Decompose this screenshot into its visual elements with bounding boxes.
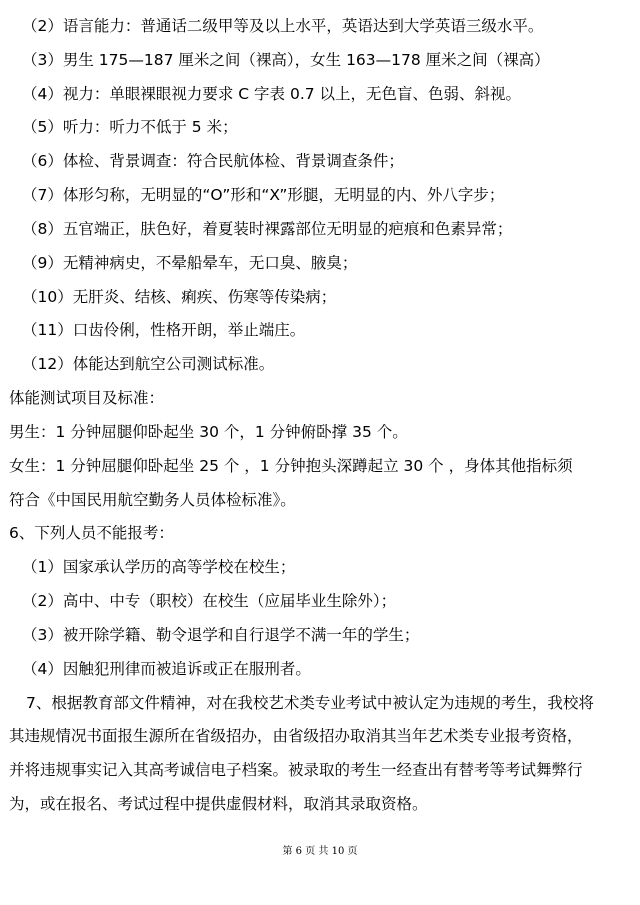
text-line: 符合《中国民用航空勤务人员体检标准》。 (9, 491, 296, 509)
text-line: 为，或在报名、考试过程中提供虚假材料，取消其录取资格。 (9, 795, 428, 813)
text-line: （9）无精神病史，不晕船晕车，无口臭、腋臭； (22, 254, 358, 272)
text-line: （3）男生 175—187 厘米之间（裸高），女生 163—178 厘米之间（裸高） (22, 51, 550, 69)
text-line: （3）被开除学籍、勒令退学和自行退学不满一年的学生； (22, 626, 420, 644)
text-line: 7、根据教育部文件精神，对在我校艺术类专业考试中被认定为违规的考生，我校将 (26, 694, 594, 712)
section-heading: 体能测试项目及标准： (9, 389, 165, 407)
text-line: 其违规情况书面报生源所在省级招办，由省级招办取消其当年艺术类专业报考资格， (9, 727, 583, 745)
text-line: （11）口齿伶俐，性格开朗，举止端庄。 (22, 321, 306, 339)
text-line: （2）语言能力：普通话二级甲等及以上水平，英语达到大学英语三级水平。 (22, 17, 544, 35)
text-line: 并将违规事实记入其高考诚信电子档案。被录取的考生一经查出有替考等考试舞弊行 (9, 761, 583, 779)
section-heading: 6、下列人员不能报考： (9, 524, 174, 542)
text-line: （8）五官端正，肤色好，着夏装时裸露部位无明显的疤痕和色素异常； (22, 220, 513, 238)
text-line: （1）国家承认学历的高等学校在校生； (22, 558, 296, 576)
text-line: （4）视力：单眼裸眼视力要求 C 字表 0.7 以上，无色盲、色弱、斜视。 (22, 85, 522, 103)
text-line: （5）听力：听力不低于 5 米； (22, 118, 238, 136)
text-line: （10）无肝炎、结核、痢疾、伤寒等传染病； (22, 288, 337, 306)
text-line: （12）体能达到航空公司测试标准。 (22, 355, 275, 373)
text-line: （6）体检、背景调查：符合民航体检、背景调查条件； (22, 152, 404, 170)
text-line: （4）因触犯刑律而被追诉或正在服刑者。 (22, 660, 311, 678)
text-line: （2）高中、中专（职校）在校生（应届毕业生除外）； (22, 592, 397, 610)
text-line: 女生：1 分钟屈腿仰卧起坐 25 个 ，1 分钟抱头深蹲起立 30 个 ，身体其他指标须 (9, 457, 573, 475)
text-line: 男生：1 分钟屈腿仰卧起坐 30 个，1 分钟俯卧撑 35 个。 (9, 423, 408, 441)
page-number-footer: 第 6 页 共 10 页 (282, 846, 358, 857)
text-line: （7）体形匀称，无明显的“O”形和“X”形腿，无明显的内、外八字步； (22, 186, 505, 204)
